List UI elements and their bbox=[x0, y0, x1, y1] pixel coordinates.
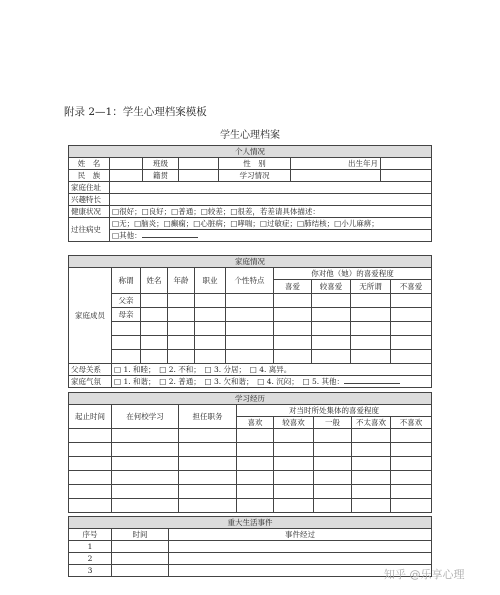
col-period: 起止时间 bbox=[69, 405, 112, 429]
cell[interactable] bbox=[351, 350, 391, 364]
label-birth: 出生年月 bbox=[291, 158, 381, 170]
label-ethnicity: 民 族 bbox=[69, 170, 110, 182]
event-row-index: 1 bbox=[69, 541, 112, 553]
cell[interactable] bbox=[314, 485, 352, 499]
cell[interactable] bbox=[168, 350, 195, 364]
cell[interactable] bbox=[312, 308, 351, 322]
study-pref-3: 一般 bbox=[314, 417, 352, 429]
cell[interactable] bbox=[274, 485, 314, 499]
cell[interactable] bbox=[314, 457, 352, 471]
cell[interactable] bbox=[351, 336, 391, 350]
atmosphere-other-line bbox=[344, 376, 400, 384]
col-job: 职业 bbox=[195, 268, 226, 294]
event-row-index: 2 bbox=[69, 553, 112, 565]
cell[interactable] bbox=[391, 471, 432, 485]
cell[interactable] bbox=[226, 322, 274, 336]
label-grade: 班级 bbox=[143, 158, 179, 170]
cell[interactable] bbox=[195, 294, 226, 308]
cell[interactable] bbox=[168, 336, 195, 350]
cell[interactable] bbox=[351, 294, 391, 308]
cell[interactable] bbox=[314, 499, 352, 513]
col-relation: 称谓 bbox=[112, 268, 141, 294]
cell[interactable] bbox=[352, 443, 391, 457]
cell[interactable] bbox=[141, 322, 168, 336]
section-family: 家庭情况 bbox=[69, 256, 432, 268]
cell[interactable] bbox=[179, 457, 237, 471]
label-atmosphere: 家庭气氛 bbox=[69, 376, 112, 388]
health-options[interactable]: □很好；□良好；□普通；□较差；□很差，若差请具体描述： bbox=[110, 206, 432, 218]
cell[interactable] bbox=[391, 429, 432, 443]
document-title: 学生心理档案 bbox=[220, 130, 280, 141]
atmosphere-options[interactable] bbox=[112, 376, 432, 388]
cell[interactable] bbox=[351, 308, 391, 322]
cell[interactable] bbox=[141, 308, 168, 322]
section-study: 学习经历 bbox=[69, 393, 432, 405]
cell[interactable] bbox=[69, 471, 112, 485]
cell[interactable] bbox=[195, 322, 226, 336]
cell[interactable] bbox=[274, 429, 314, 443]
cell[interactable] bbox=[391, 294, 432, 308]
cell[interactable] bbox=[274, 443, 314, 457]
section-events: 重大生活事件 bbox=[69, 517, 432, 529]
cell[interactable] bbox=[195, 350, 226, 364]
family-table bbox=[68, 255, 432, 388]
history-other[interactable] bbox=[110, 230, 432, 242]
col-event: 事件经过 bbox=[169, 529, 432, 541]
cell[interactable] bbox=[314, 429, 352, 443]
label-hobby: 兴趣特长 bbox=[69, 194, 110, 206]
cell[interactable] bbox=[237, 443, 274, 457]
cell[interactable] bbox=[351, 322, 391, 336]
cell[interactable] bbox=[179, 429, 237, 443]
study-pref-2: 较喜欢 bbox=[274, 417, 314, 429]
cell[interactable] bbox=[237, 485, 274, 499]
cell[interactable] bbox=[226, 350, 274, 364]
pref-dislike: 不喜爱 bbox=[391, 280, 432, 294]
appendix-caption: 附录 2—1：学生心理档案模板 bbox=[64, 106, 207, 118]
cell[interactable] bbox=[179, 499, 237, 513]
cell[interactable] bbox=[112, 541, 169, 553]
parents-options[interactable]: □ 1. 和睦； □ 2. 不和； □ 3. 分居； □ 4. 离异。 bbox=[112, 364, 432, 376]
cell[interactable] bbox=[391, 499, 432, 513]
cell[interactable] bbox=[112, 457, 179, 471]
field-study-2[interactable] bbox=[381, 170, 432, 182]
col-time: 时间 bbox=[112, 529, 169, 541]
cell[interactable] bbox=[168, 308, 195, 322]
cell[interactable] bbox=[112, 443, 179, 457]
field-study[interactable] bbox=[291, 170, 381, 182]
col-position: 担任职务 bbox=[179, 405, 237, 429]
cell[interactable] bbox=[112, 322, 141, 336]
watermark: 知乎 @乐享心理 bbox=[384, 568, 465, 581]
history-other-line bbox=[142, 230, 198, 238]
cell[interactable] bbox=[312, 350, 351, 364]
cell[interactable] bbox=[274, 499, 314, 513]
cell[interactable] bbox=[226, 336, 274, 350]
col-age: 年龄 bbox=[168, 268, 195, 294]
field-grade[interactable] bbox=[179, 158, 219, 170]
cell[interactable] bbox=[391, 457, 432, 471]
cell[interactable] bbox=[168, 294, 195, 308]
cell[interactable] bbox=[391, 350, 432, 364]
label-history: 过往病史 bbox=[69, 218, 110, 242]
cell[interactable] bbox=[391, 308, 432, 322]
cell[interactable] bbox=[141, 350, 168, 364]
cell[interactable] bbox=[274, 457, 314, 471]
pref-neutral: 无所谓 bbox=[351, 280, 391, 294]
cell[interactable] bbox=[274, 336, 312, 350]
field-address[interactable] bbox=[110, 182, 432, 194]
label-origin: 籍贯 bbox=[143, 170, 179, 182]
cell[interactable] bbox=[312, 336, 351, 350]
cell[interactable] bbox=[141, 336, 168, 350]
cell[interactable] bbox=[179, 485, 237, 499]
cell[interactable] bbox=[352, 485, 391, 499]
cell[interactable] bbox=[274, 350, 312, 364]
cell[interactable] bbox=[112, 429, 179, 443]
cell[interactable] bbox=[312, 294, 351, 308]
cell[interactable] bbox=[112, 350, 141, 364]
cell[interactable] bbox=[274, 322, 312, 336]
cell[interactable] bbox=[352, 471, 391, 485]
cell[interactable] bbox=[179, 471, 237, 485]
cell[interactable] bbox=[391, 322, 432, 336]
label-address: 家庭住址 bbox=[69, 182, 110, 194]
cell[interactable] bbox=[112, 471, 179, 485]
study-pref-1: 喜欢 bbox=[237, 417, 274, 429]
cell[interactable] bbox=[274, 294, 312, 308]
cell[interactable] bbox=[237, 471, 274, 485]
col-preference: 你对他（她）的喜爱程度 bbox=[274, 268, 432, 280]
cell[interactable] bbox=[237, 457, 274, 471]
col-index: 序号 bbox=[69, 529, 112, 541]
member-mother: 母亲 bbox=[112, 308, 141, 322]
field-hobby[interactable] bbox=[110, 194, 432, 206]
label-gender: 性 别 bbox=[219, 158, 291, 170]
label-name: 姓 名 bbox=[69, 158, 110, 170]
cell[interactable] bbox=[69, 443, 112, 457]
cell[interactable] bbox=[179, 443, 237, 457]
history-options[interactable]: □无；□脑炎；□癫痫；□心脏病；□哮喘；□过敏症；□肺结核；□小儿麻痹； bbox=[110, 218, 432, 230]
cell[interactable] bbox=[195, 336, 226, 350]
col-group-preference: 对当时所处集体的喜爱程度 bbox=[237, 405, 432, 417]
label-health: 健康状况 bbox=[69, 206, 110, 218]
cell[interactable] bbox=[237, 499, 274, 513]
cell[interactable] bbox=[169, 553, 432, 565]
cell[interactable] bbox=[226, 294, 274, 308]
cell[interactable] bbox=[195, 308, 226, 322]
cell[interactable] bbox=[352, 499, 391, 513]
field-name[interactable] bbox=[110, 158, 143, 170]
pref-like: 较喜爱 bbox=[312, 280, 351, 294]
cell[interactable] bbox=[69, 485, 112, 499]
col-school: 在何校学习 bbox=[112, 405, 179, 429]
field-ethnicity[interactable] bbox=[110, 170, 143, 182]
cell[interactable] bbox=[112, 485, 179, 499]
cell[interactable] bbox=[274, 471, 314, 485]
history-other-label: □其他： bbox=[112, 231, 142, 240]
cell[interactable] bbox=[237, 429, 274, 443]
personal-table bbox=[68, 145, 432, 242]
pref-love: 喜爱 bbox=[274, 280, 312, 294]
cell[interactable] bbox=[314, 471, 352, 485]
cell[interactable] bbox=[352, 457, 391, 471]
cell[interactable] bbox=[168, 322, 195, 336]
col-name: 姓名 bbox=[141, 268, 168, 294]
field-birth[interactable] bbox=[381, 158, 432, 170]
cell[interactable] bbox=[226, 308, 274, 322]
cell[interactable] bbox=[352, 429, 391, 443]
cell[interactable] bbox=[169, 541, 432, 553]
event-row-index: 3 bbox=[69, 565, 112, 577]
cell[interactable] bbox=[141, 294, 168, 308]
field-origin[interactable] bbox=[179, 170, 219, 182]
col-personality: 个性特点 bbox=[226, 268, 274, 294]
label-family-members: 家庭成员 bbox=[69, 268, 112, 364]
cell[interactable] bbox=[391, 336, 432, 350]
label-parents: 父母关系 bbox=[69, 364, 112, 376]
cell[interactable] bbox=[69, 457, 112, 471]
label-study: 学习情况 bbox=[219, 170, 291, 182]
atmosphere-options-text: □ 1. 和谐； □ 2. 普通； □ 3. 欠和谐； □ 4. 沉闷； □ 5. 其他： bbox=[114, 377, 345, 386]
study-pref-4: 不太喜欢 bbox=[352, 417, 391, 429]
member-father: 父亲 bbox=[112, 294, 141, 308]
cell[interactable] bbox=[112, 499, 179, 513]
cell[interactable] bbox=[391, 485, 432, 499]
cell[interactable] bbox=[274, 308, 312, 322]
cell[interactable] bbox=[69, 499, 112, 513]
cell[interactable] bbox=[112, 336, 141, 350]
cell[interactable] bbox=[112, 553, 169, 565]
events-table bbox=[68, 516, 432, 577]
cell[interactable] bbox=[314, 443, 352, 457]
cell[interactable] bbox=[112, 565, 169, 577]
cell[interactable] bbox=[391, 443, 432, 457]
section-personal: 个人情况 bbox=[69, 146, 432, 158]
study-pref-5: 不喜欢 bbox=[391, 417, 432, 429]
study-table bbox=[68, 392, 432, 513]
cell[interactable] bbox=[312, 322, 351, 336]
cell[interactable] bbox=[69, 429, 112, 443]
